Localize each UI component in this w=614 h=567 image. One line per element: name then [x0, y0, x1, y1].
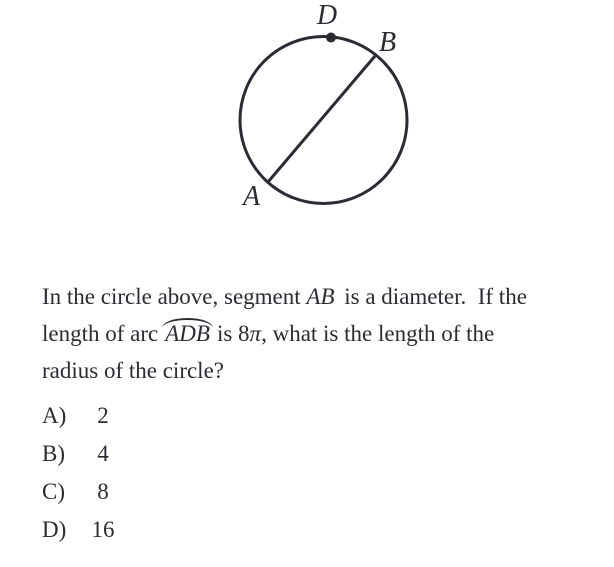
choice-c[interactable]	[42, 473, 118, 511]
choice-b[interactable]	[42, 435, 118, 473]
question-segment: In the circle above, segment	[42, 284, 307, 309]
choice-value: 2	[97, 403, 109, 428]
choice-label: B)	[42, 441, 65, 466]
point-label-d: D	[316, 0, 338, 31]
question-line-1	[42, 278, 608, 315]
question-segment: length of arc	[42, 321, 159, 346]
choice-value: 4	[97, 441, 109, 466]
segment-ab-math: AB	[306, 284, 335, 309]
question-line-2	[42, 315, 608, 352]
diameter-line-ab	[268, 56, 375, 182]
choice-value: 16	[91, 517, 115, 542]
choice-label: D)	[42, 517, 67, 542]
answer-choices	[42, 397, 118, 549]
point-label-b: B	[379, 27, 397, 58]
question-text	[42, 278, 608, 389]
choice-a[interactable]	[42, 397, 118, 435]
choice-value: 8	[97, 479, 109, 504]
question-segment: is 8	[216, 321, 250, 346]
point-label-a: A	[243, 181, 261, 212]
question-segment: , what is the length of the	[261, 321, 495, 346]
question-segment: is a diameter. If the	[338, 284, 527, 309]
arc-adb-math: ADB	[162, 321, 213, 347]
circle-outline	[240, 37, 407, 204]
choice-d[interactable]	[42, 511, 118, 549]
question-segment: radius of the circle?	[42, 358, 224, 383]
circle-diagram	[0, 0, 614, 240]
pi-symbol: π	[249, 321, 262, 346]
question-line-3	[42, 352, 608, 389]
point-d-dot	[326, 33, 336, 43]
choice-label: C)	[42, 479, 65, 504]
choice-label: A)	[42, 403, 67, 428]
